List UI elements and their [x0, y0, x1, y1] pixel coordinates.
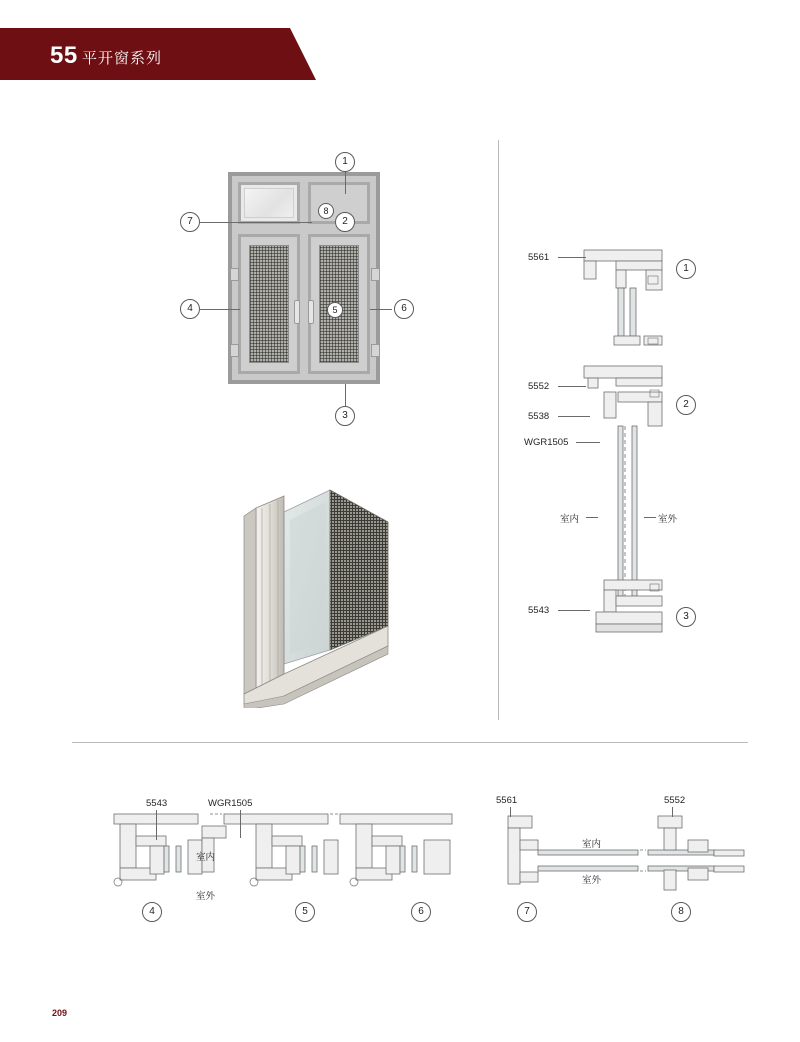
leader-wgr1505: [576, 442, 600, 443]
corner-3d-render: [238, 478, 398, 708]
leader-bottom-5552: [672, 807, 673, 817]
elevation-callout-4[interactable]: 4: [180, 299, 200, 319]
header-series-title: 平开窗系列: [82, 50, 163, 67]
hinge-lower: [371, 344, 380, 357]
hinge-lower-left: [230, 344, 239, 357]
window-top-left-pane: [238, 182, 300, 224]
bottom-left-section-drawing: [104, 806, 462, 907]
leader-elev-1: [345, 172, 346, 194]
label-5552: 5552: [528, 381, 550, 392]
leader-indoor-vertical: [586, 517, 598, 518]
label-right-outdoor: 室外: [582, 875, 602, 886]
leader-bottom-wgr1505: [240, 810, 241, 838]
elevation-callout-2[interactable]: 2: [335, 212, 355, 232]
window-elevation-drawing: [228, 172, 380, 384]
bottom-right-section-drawing: [498, 810, 750, 907]
vertical-callout-2[interactable]: 2: [676, 395, 696, 415]
leader-5543: [558, 610, 590, 611]
leader-elev-3: [345, 384, 346, 406]
label-outdoor-vertical: 室外: [658, 514, 678, 525]
handle-right: [308, 300, 314, 324]
hinge-upper-left: [230, 268, 239, 281]
elevation-callout-3[interactable]: 3: [335, 406, 355, 426]
elevation-callout-7[interactable]: 7: [180, 212, 200, 232]
leader-elev-7: [200, 222, 312, 223]
bottom-left-callout-6[interactable]: 6: [411, 902, 431, 922]
leader-bottom-5543: [156, 810, 157, 840]
bottom-left-callout-4[interactable]: 4: [142, 902, 162, 922]
elevation-callout-5[interactable]: 5: [327, 302, 343, 318]
elevation-callout-8[interactable]: 8: [318, 203, 334, 219]
screen-mesh-left: [249, 245, 289, 363]
label-5538: 5538: [528, 411, 550, 422]
page-number: 209: [52, 1008, 68, 1018]
section-divider-vertical: [498, 140, 499, 720]
bottom-right-callout-8[interactable]: 8: [671, 902, 691, 922]
label-bottom-indoor: 室内: [196, 852, 216, 863]
label-indoor-vertical: 室内: [560, 514, 580, 525]
vertical-callout-3[interactable]: 3: [676, 607, 696, 627]
bottom-left-callout-5[interactable]: 5: [295, 902, 315, 922]
elevation-callout-1[interactable]: 1: [335, 152, 355, 172]
label-bottom-5561: 5561: [496, 795, 518, 806]
label-bottom-outdoor: 室外: [196, 891, 216, 902]
label-WGR1505: WGR1505: [524, 437, 569, 448]
header-series-number: 55: [50, 42, 78, 69]
hinge-upper: [371, 268, 380, 281]
vertical-callout-1[interactable]: 1: [676, 259, 696, 279]
leader-elev-4: [200, 309, 240, 310]
leader-5552: [558, 386, 586, 387]
leader-5561: [558, 257, 586, 258]
leader-5538: [558, 416, 590, 417]
label-5543: 5543: [528, 605, 550, 616]
label-bottom-5543: 5543: [146, 798, 168, 809]
leader-bottom-5561: [510, 807, 511, 817]
elevation-callout-6[interactable]: 6: [394, 299, 414, 319]
leader-elev-6: [370, 309, 392, 310]
leader-outdoor-vertical: [644, 517, 656, 518]
window-bottom-left-sash: [238, 234, 300, 374]
handle-left: [294, 300, 300, 324]
bottom-right-callout-7[interactable]: 7: [517, 902, 537, 922]
label-5561: 5561: [528, 252, 550, 263]
label-right-indoor: 室内: [582, 839, 602, 850]
section-divider-horizontal: [72, 742, 748, 743]
label-bottom-wgr1505: WGR1505: [208, 798, 253, 809]
label-bottom-5552: 5552: [664, 795, 686, 806]
vertical-section-drawing: [560, 240, 690, 665]
